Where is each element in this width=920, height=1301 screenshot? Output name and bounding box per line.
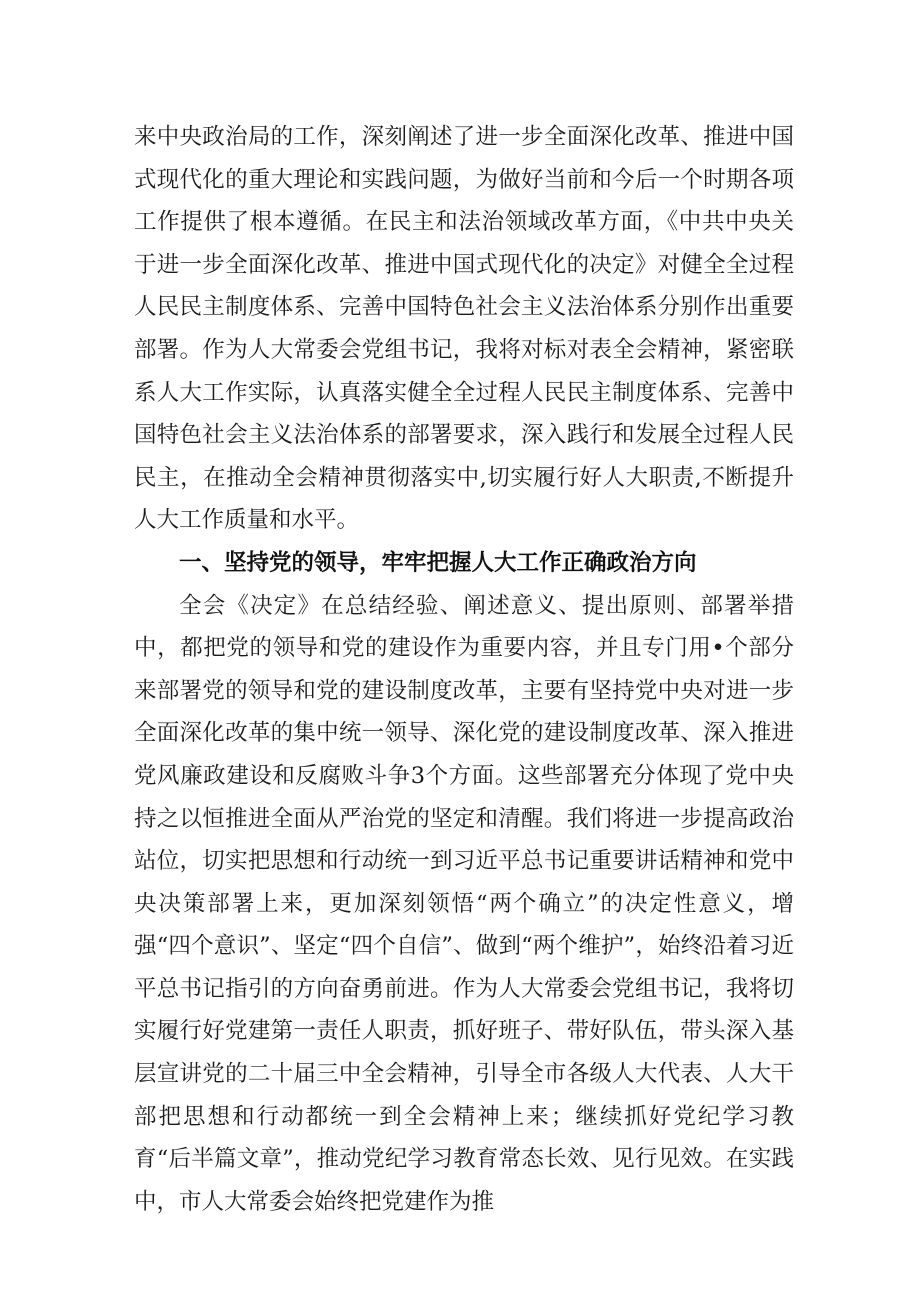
section-heading: 一、坚持党的领导，牢牢把握人大工作正确政治方向 <box>179 549 697 576</box>
section-paragraph: 全会《决定》在总结经验、阐述意义、提出原则、部署举措中，都把党的领导和党的建设作为重要内容，并且专门用•个部分来部署党的领导和党的建设制度改革，主要有坚持党中央对进一步全面深化改革的集中统一领导、深化党的建设制度改革、深入推进党风廉政建设和反腐败斗争3个方面。这些部署充分体现了党中央持之以恒推进全面从严治党的坚定和清醒。我们将进一步提高政治站位，切实把思想和行动统一到习近平总书记重要讲话精神和党中央决策部署上来，更加深刻领悟“两个确立”的决定性意义，增强“四个意识”、坚定“四个自信”、做到“两个维护”，始终沿着习近平总书记指引的方向奋勇前进。作为人大常委会党组书记，我将切实履行好党建第一责任人职责，抓好班子、带好队伍，带头深入基层宣讲党的二十届三中全会精神，引导全市各级人大代表、人大干部把思想和行动都统一到全会精神上来；继续抓好党纪学习教育“后半篇文章”，推动党纪学习教育常态长效、见行见效。在实践中，市人大常委会始终把党建作为推 <box>134 592 794 1215</box>
document-body <box>134 116 794 1223</box>
paragraph-continuation: 来中央政治局的工作，深刻阐述了进一步全面深化改革、推进中国式现代化的重大理论和实践问题，为做好当前和今后一个时期各项工作提供了根本遵循。在民主和法治领域改革方面，《中共中央关于进一步全面深化改革、推进中国式现代化的决定》对健全全过程人民民主制度体系、完善中国特色社会主义法治体系分别作出重要部署。作为人大常委会党组书记，我将对标对表全会精神，紧密联系人大工作实际，认真落实健全全过程人民民主制度体系、完善中国特色社会主义法治体系的部署要求，深入践行和发展全过程人民民主，在推动全会精神贯彻落实中,切实履行好人大职责,不断提升人大工作质量和水平。 <box>134 124 794 534</box>
